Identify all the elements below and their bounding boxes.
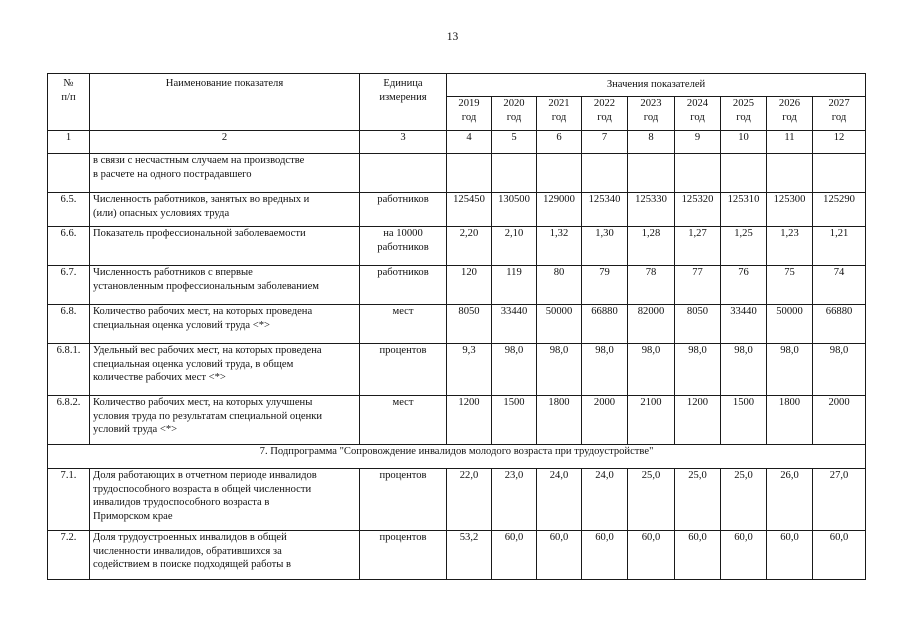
value-cell — [675, 154, 721, 193]
value-cell: 82000 — [628, 305, 675, 344]
column-index: 1 — [48, 131, 90, 154]
unit-cell: процентов — [360, 344, 447, 396]
unit-cell: работников — [360, 193, 447, 227]
value-cell: 125320 — [675, 193, 721, 227]
value-cell: 125450 — [447, 193, 492, 227]
value-cell: 1,21 — [813, 227, 866, 266]
table-row — [48, 193, 866, 227]
indicator-name: в связи с несчастным случаем на производстве в расчете на одного пострадавшего — [90, 154, 360, 193]
column-index: 2 — [90, 131, 360, 154]
unit-cell: мест — [360, 305, 447, 344]
value-cell: 1,23 — [767, 227, 813, 266]
header-no: № п/п — [48, 74, 90, 131]
value-cell: 1,28 — [628, 227, 675, 266]
value-cell: 79 — [582, 266, 628, 305]
value-cell: 1800 — [767, 396, 813, 445]
table-row — [48, 154, 866, 193]
table-row — [48, 266, 866, 305]
table-row — [48, 227, 866, 266]
header-year: 2024 год — [675, 97, 721, 131]
value-cell: 24,0 — [582, 469, 628, 531]
row-number: 6.8.1. — [48, 344, 90, 396]
value-cell: 50000 — [537, 305, 582, 344]
value-cell — [492, 154, 537, 193]
value-cell — [447, 154, 492, 193]
value-cell: 77 — [675, 266, 721, 305]
column-index: 8 — [628, 131, 675, 154]
value-cell: 75 — [767, 266, 813, 305]
value-cell: 125310 — [721, 193, 767, 227]
column-index: 12 — [813, 131, 866, 154]
column-index: 6 — [537, 131, 582, 154]
value-cell: 125290 — [813, 193, 866, 227]
indicator-name: Численность работников с впервые установленным профессиональным заболеванием — [90, 266, 360, 305]
value-cell: 98,0 — [813, 344, 866, 396]
value-cell: 25,0 — [675, 469, 721, 531]
value-cell: 26,0 — [767, 469, 813, 531]
value-cell: 129000 — [537, 193, 582, 227]
row-number: 6.6. — [48, 227, 90, 266]
column-index: 9 — [675, 131, 721, 154]
value-cell: 98,0 — [582, 344, 628, 396]
unit-cell — [360, 154, 447, 193]
header-year: 2027 год — [813, 97, 866, 131]
row-number: 7.2. — [48, 531, 90, 580]
indicator-name: Численность работников, занятых во вредных и (или) опасных условиях труда — [90, 193, 360, 227]
value-cell: 2000 — [813, 396, 866, 445]
value-cell: 2100 — [628, 396, 675, 445]
unit-cell: процентов — [360, 469, 447, 531]
column-index: 5 — [492, 131, 537, 154]
unit-cell: процентов — [360, 531, 447, 580]
value-cell: 66880 — [813, 305, 866, 344]
value-cell — [813, 154, 866, 193]
indicator-name: Показатель профессиональной заболеваемости — [90, 227, 360, 266]
value-cell: 130500 — [492, 193, 537, 227]
table-row — [48, 396, 866, 445]
value-cell: 8050 — [447, 305, 492, 344]
value-cell: 60,0 — [628, 531, 675, 580]
value-cell — [537, 154, 582, 193]
value-cell: 98,0 — [492, 344, 537, 396]
value-cell: 1500 — [721, 396, 767, 445]
value-cell: 1,32 — [537, 227, 582, 266]
value-cell: 1,25 — [721, 227, 767, 266]
value-cell: 120 — [447, 266, 492, 305]
unit-cell: работников — [360, 266, 447, 305]
column-index: 3 — [360, 131, 447, 154]
value-cell: 98,0 — [537, 344, 582, 396]
header-year: 2023 год — [628, 97, 675, 131]
subprogram-title: 7. Подпрограмма "Сопровождение инвалидов молодого возраста при трудоустройстве" — [48, 445, 866, 469]
row-number: 7.1. — [48, 469, 90, 531]
table-row — [48, 469, 866, 531]
value-cell: 74 — [813, 266, 866, 305]
header-year: 2025 год — [721, 97, 767, 131]
value-cell: 66880 — [582, 305, 628, 344]
value-cell: 33440 — [721, 305, 767, 344]
indicator-name: Удельный вес рабочих мест, на которых проведена специальная оценка условий труда, в общем количестве рабочих мест <*> — [90, 344, 360, 396]
value-cell: 27,0 — [813, 469, 866, 531]
column-index: 11 — [767, 131, 813, 154]
header-year: 2020 год — [492, 97, 537, 131]
table-row — [48, 344, 866, 396]
value-cell: 2,20 — [447, 227, 492, 266]
value-cell: 50000 — [767, 305, 813, 344]
header-unit: Единица измерения — [360, 74, 447, 131]
value-cell: 98,0 — [675, 344, 721, 396]
value-cell: 60,0 — [582, 531, 628, 580]
value-cell: 1,30 — [582, 227, 628, 266]
row-number — [48, 154, 90, 193]
value-cell: 125340 — [582, 193, 628, 227]
value-cell: 1800 — [537, 396, 582, 445]
unit-cell: мест — [360, 396, 447, 445]
column-index: 10 — [721, 131, 767, 154]
header-year: 2021 год — [537, 97, 582, 131]
value-cell: 125330 — [628, 193, 675, 227]
column-index: 4 — [447, 131, 492, 154]
value-cell: 60,0 — [537, 531, 582, 580]
value-cell: 53,2 — [447, 531, 492, 580]
value-cell: 22,0 — [447, 469, 492, 531]
indicator-name: Количество рабочих мест, на которых проведена специальная оценка условий труда <*> — [90, 305, 360, 344]
value-cell: 125300 — [767, 193, 813, 227]
value-cell: 25,0 — [628, 469, 675, 531]
value-cell: 2000 — [582, 396, 628, 445]
value-cell: 78 — [628, 266, 675, 305]
row-number: 6.8. — [48, 305, 90, 344]
value-cell — [721, 154, 767, 193]
value-cell: 1,27 — [675, 227, 721, 266]
value-cell — [628, 154, 675, 193]
page-number: 13 — [446, 31, 459, 43]
unit-cell: на 10000 работников — [360, 227, 447, 266]
value-cell: 33440 — [492, 305, 537, 344]
row-number: 6.8.2. — [48, 396, 90, 445]
table-row — [48, 531, 866, 580]
value-cell: 8050 — [675, 305, 721, 344]
row-number: 6.5. — [48, 193, 90, 227]
column-index-row — [48, 131, 866, 154]
value-cell: 1200 — [447, 396, 492, 445]
value-cell: 98,0 — [767, 344, 813, 396]
header-year: 2019 год — [447, 97, 492, 131]
header-year: 2026 год — [767, 97, 813, 131]
value-cell: 80 — [537, 266, 582, 305]
indicator-name: Количество рабочих мест, на которых улучшены условия труда по результатам специальной оценки условий труда <*> — [90, 396, 360, 445]
value-cell: 119 — [492, 266, 537, 305]
indicators-table — [47, 73, 866, 580]
value-cell: 60,0 — [813, 531, 866, 580]
value-cell: 1500 — [492, 396, 537, 445]
indicator-name: Доля работающих в отчетном периоде инвалидов трудоспособного возраста в общей численности инвалидов трудоспособного возраста в Приморском крае — [90, 469, 360, 531]
value-cell: 60,0 — [492, 531, 537, 580]
table-header — [48, 74, 866, 131]
value-cell: 60,0 — [721, 531, 767, 580]
value-cell: 25,0 — [721, 469, 767, 531]
indicator-name: Доля трудоустроенных инвалидов в общей численности инвалидов, обратившихся за содействием в поиске подходящей работы в — [90, 531, 360, 580]
value-cell — [582, 154, 628, 193]
row-number: 6.7. — [48, 266, 90, 305]
subprogram-row — [48, 445, 866, 469]
table-body — [48, 131, 866, 580]
value-cell: 2,10 — [492, 227, 537, 266]
column-index: 7 — [582, 131, 628, 154]
header-name: Наименование показателя — [90, 74, 360, 131]
value-cell: 1200 — [675, 396, 721, 445]
value-cell: 9,3 — [447, 344, 492, 396]
table-row — [48, 305, 866, 344]
value-cell: 60,0 — [675, 531, 721, 580]
header-year: 2022 год — [582, 97, 628, 131]
value-cell: 23,0 — [492, 469, 537, 531]
value-cell: 98,0 — [628, 344, 675, 396]
header-values: Значения показателей — [447, 74, 866, 97]
value-cell: 24,0 — [537, 469, 582, 531]
value-cell — [767, 154, 813, 193]
value-cell: 60,0 — [767, 531, 813, 580]
value-cell: 76 — [721, 266, 767, 305]
value-cell: 98,0 — [721, 344, 767, 396]
